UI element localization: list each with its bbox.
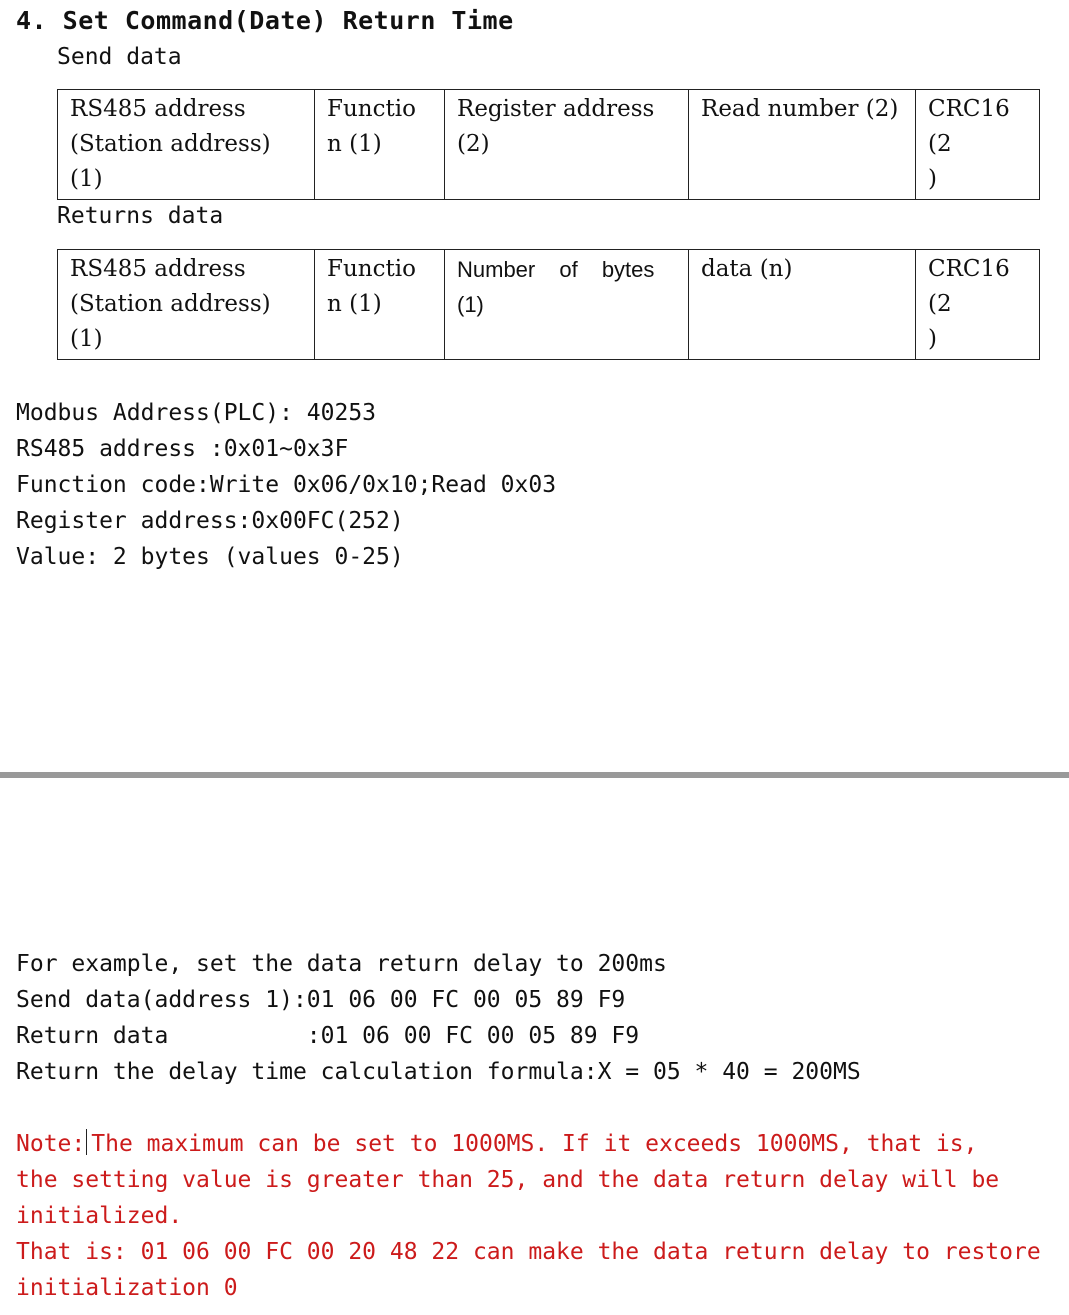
- note-line: the setting value is greater than 25, and the data return delay will be: [16, 1167, 1000, 1193]
- function-code-line: Function code:Write 0x06/0x10;Read 0x03: [16, 472, 557, 498]
- note-line: initialization 0: [16, 1275, 238, 1301]
- returns-data-label: Returns data: [57, 203, 224, 229]
- note-line: initialized.: [16, 1203, 183, 1229]
- table-cell: CRC16(2 ): [916, 90, 1040, 200]
- example-return-line: Return data :01 06 00 FC 00 05 89 F9: [16, 1023, 640, 1049]
- table-cell: RS485 address (Station address) (1): [58, 250, 315, 360]
- table-cell: data (n): [689, 250, 916, 360]
- table-row: [58, 250, 1040, 360]
- example-send-line: Send data(address 1):01 06 00 FC 00 05 89 F9: [16, 987, 626, 1013]
- register-address-line: Register address:0x00FC(252): [16, 508, 404, 534]
- table-row: [58, 90, 1040, 200]
- send-data-label: Send data: [57, 44, 182, 70]
- table-cell: Register address (2): [445, 90, 689, 200]
- rs485-address-line: RS485 address :0x01~0x3F: [16, 436, 349, 462]
- table-cell: CRC16(2 ): [916, 250, 1040, 360]
- note-line: That is: 01 06 00 FC 00 20 48 22 can make the data return delay to restore: [16, 1239, 1041, 1265]
- section-heading: 4. Set Command(Date) Return Time: [16, 6, 514, 35]
- register-info: [16, 395, 556, 575]
- note-prefix: Note:: [16, 1131, 86, 1157]
- note-line: The maximum can be set to 1000MS. If it exceeds 1000MS, that is,: [91, 1131, 978, 1157]
- page-divider: [0, 772, 1069, 778]
- example-intro: For example, set the data return delay to 200ms: [16, 951, 667, 977]
- text-cursor: [86, 1129, 87, 1155]
- send-data-table: [57, 89, 1040, 200]
- table-cell: Functio n (1): [315, 90, 445, 200]
- table-cell: Read number (2): [689, 90, 916, 200]
- table-cell: Number of bytes (1): [445, 250, 689, 360]
- value-line: Value: 2 bytes (values 0-25): [16, 544, 404, 570]
- table-cell: Functio n (1): [315, 250, 445, 360]
- example-formula-line: Return the delay time calculation formula:X = 05 * 40 = 200MS: [16, 1059, 861, 1085]
- example-block: [16, 946, 861, 1090]
- returns-data-table: [57, 249, 1040, 360]
- table-cell: RS485 address (Station address) (1): [58, 90, 315, 200]
- modbus-address-line: Modbus Address(PLC): 40253: [16, 400, 377, 426]
- note-block: [16, 1126, 1041, 1306]
